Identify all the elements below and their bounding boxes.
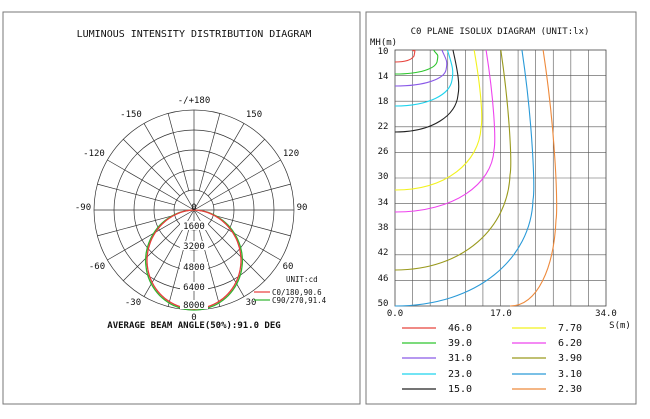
polar-spoke bbox=[194, 160, 281, 210]
angle-label-neg90: -90 bbox=[74, 203, 92, 213]
legend-label-31: 31.0 bbox=[448, 353, 473, 364]
polar-spoke bbox=[194, 210, 281, 260]
angle-label-neg60: -60 bbox=[88, 262, 106, 272]
y-tick: 30 bbox=[377, 172, 389, 182]
angle-label-neg150: -150 bbox=[120, 110, 142, 120]
isolux-curve-0 bbox=[395, 50, 415, 62]
polar-unit: UNIT:cd bbox=[286, 275, 318, 284]
polar-spoke bbox=[208, 139, 265, 196]
y-tick: 26 bbox=[377, 147, 389, 157]
isolux-title: C0 PLANE ISOLUX DIAGRAM (UNIT:lx) bbox=[410, 27, 590, 37]
y-axis-label: MH(m) bbox=[370, 38, 398, 48]
legend-label-7-7: 7.70 bbox=[558, 323, 583, 334]
angle-label-120: 120 bbox=[282, 149, 300, 159]
polar-spoke bbox=[213, 184, 290, 205]
isolux-curve-4 bbox=[395, 50, 459, 132]
legend-label-23: 23.0 bbox=[448, 369, 473, 380]
angle-label-90: 90 bbox=[296, 203, 308, 213]
y-tick: 50 bbox=[377, 299, 389, 309]
polar-spoke bbox=[208, 224, 265, 281]
polar-title: LUMINOUS INTENSITY DISTRIBUTION DIAGRAM bbox=[76, 29, 312, 40]
radial-label-4800: 4800 bbox=[183, 263, 205, 273]
angle-label-neg120: -120 bbox=[83, 149, 105, 159]
angle-label-neg30: -30 bbox=[124, 298, 142, 308]
legend-label-15: 15.0 bbox=[448, 384, 473, 395]
y-tick: 10 bbox=[377, 47, 389, 57]
y-ticks bbox=[378, 47, 389, 309]
radial-label-3200: 3200 bbox=[183, 242, 205, 252]
polar-spoke bbox=[199, 113, 220, 190]
legend-c0-label: C0/180,90.6 bbox=[272, 288, 322, 297]
isolux-grid bbox=[395, 50, 606, 306]
polar-spoke bbox=[144, 123, 194, 210]
legend-label-2-3: 2.30 bbox=[558, 384, 583, 395]
beam-angle-text: AVERAGE BEAM ANGLE(50%):91.0 DEG bbox=[107, 321, 281, 331]
angle-label-150: 150 bbox=[245, 110, 263, 120]
legend-label-46: 46.0 bbox=[448, 323, 473, 334]
legend-label-3-9: 3.90 bbox=[558, 353, 583, 364]
legend-label-39: 39.0 bbox=[448, 338, 473, 349]
isolux-curve-2 bbox=[395, 50, 447, 86]
y-tick: 46 bbox=[377, 274, 389, 284]
y-tick: 14 bbox=[377, 72, 389, 82]
y-tick: 18 bbox=[377, 97, 389, 107]
x-axis-label: S(m) bbox=[609, 321, 631, 331]
radial-label-8000: 8000 bbox=[183, 301, 205, 311]
polar-spoke bbox=[213, 215, 290, 236]
polar-spoke bbox=[97, 184, 174, 205]
y-tick: 34 bbox=[377, 198, 389, 208]
radial-label-1600: 1600 bbox=[183, 222, 205, 232]
legend-c90-label: C90/270,91.4 bbox=[272, 296, 327, 305]
polar-spoke bbox=[97, 215, 174, 236]
polar-spoke bbox=[107, 160, 194, 210]
y-tick: 42 bbox=[377, 248, 389, 258]
angle-label-30: 30 bbox=[245, 298, 257, 308]
isolux-curve-3 bbox=[395, 50, 453, 106]
legend-label-3-1: 3.10 bbox=[558, 369, 583, 380]
polar-spoke bbox=[168, 113, 189, 190]
isolux-curve-5 bbox=[395, 50, 482, 190]
radial-label-6400: 6400 bbox=[183, 283, 205, 293]
polar-spoke bbox=[123, 224, 180, 281]
polar-center-label: 0 bbox=[191, 203, 197, 213]
y-tick: 22 bbox=[377, 122, 389, 132]
y-tick: 38 bbox=[377, 223, 389, 233]
right-panel-frame bbox=[366, 12, 636, 404]
x-tick-34: 34.0 bbox=[595, 309, 617, 319]
polar-spoke bbox=[107, 210, 194, 260]
x-tick-0: 0.0 bbox=[386, 309, 404, 319]
angle-label-0: 0 bbox=[191, 313, 197, 323]
polar-spoke bbox=[194, 123, 244, 210]
isolux-legend bbox=[402, 323, 582, 395]
polar-spoke bbox=[123, 139, 180, 196]
x-tick-17: 17.0 bbox=[490, 309, 512, 319]
angle-label-60: 60 bbox=[282, 262, 294, 272]
legend-label-6-2: 6.20 bbox=[558, 338, 583, 349]
angle-label-180: -/+180 bbox=[177, 96, 211, 106]
